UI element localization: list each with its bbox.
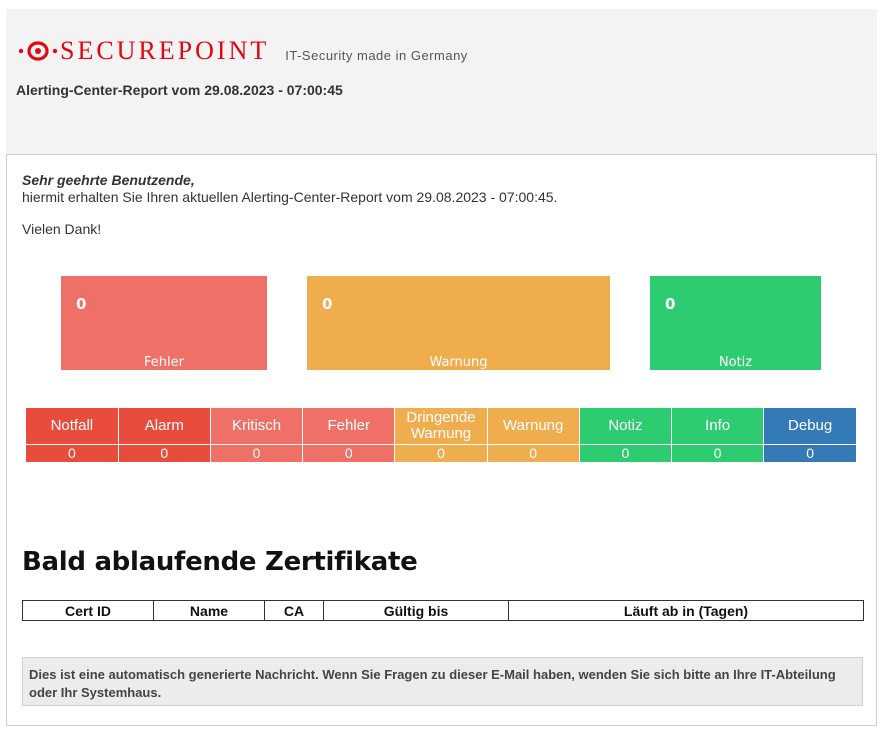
severity-value-dringende-warnung: 0: [395, 444, 487, 462]
tile-value: 0: [322, 295, 333, 313]
severity-value-alarm: 0: [118, 444, 210, 462]
severity-header-row: [26, 408, 856, 444]
severity-label-notfall: Notfall: [26, 408, 118, 444]
report-header: [6, 9, 877, 155]
severity-value-fehler: 0: [303, 444, 395, 462]
brand-tagline: IT-Security made in Germany: [285, 47, 468, 63]
tile-label: Notiz: [718, 355, 753, 370]
column-name: Name: [154, 601, 265, 621]
salutation: Sehr geehrte Benutzende,: [22, 172, 195, 188]
severity-value-kritisch: 0: [210, 444, 302, 462]
column-valid-until: Gültig bis: [324, 601, 509, 621]
tile-label: Fehler: [144, 355, 184, 370]
tile-value: 0: [665, 295, 676, 313]
severity-values-row: [26, 444, 856, 462]
column-ca: CA: [265, 601, 324, 621]
thanks-text: Vielen Dank!: [22, 221, 102, 237]
certificates-heading: Bald ablaufende Zertifikate: [22, 547, 418, 577]
report-title: Alerting-Center-Report vom 29.08.2023 - 07:00:45: [16, 82, 343, 98]
severity-label-fehler: Fehler: [303, 408, 395, 444]
certificates-header-row: [23, 601, 864, 621]
severity-value-info: 0: [672, 444, 764, 462]
logo-mark-icon: [18, 39, 58, 63]
securepoint-logo: [18, 36, 468, 66]
severity-table: [26, 408, 856, 462]
summary-tile-warnung: [307, 276, 610, 370]
severity-value-warnung: 0: [487, 444, 579, 462]
severity-value-debug: 0: [764, 444, 856, 462]
severity-label-notiz: Notiz: [579, 408, 671, 444]
severity-label-kritisch: Kritisch: [210, 408, 302, 444]
severity-label-dringende-warnung: Dringende Warnung: [395, 408, 487, 444]
severity-label-alarm: Alarm: [118, 408, 210, 444]
column-expires-in-days: Läuft ab in (Tagen): [509, 601, 864, 621]
tile-value: 0: [76, 295, 87, 313]
severity-label-info: Info: [672, 408, 764, 444]
intro-message: hiermit erhalten Sie Ihren aktuellen Alerting-Center-Report vom 29.08.2023 - 07:00:45.: [22, 189, 558, 205]
summary-tile-notiz: [650, 276, 821, 370]
severity-label-warnung: Warnung: [487, 408, 579, 444]
severity-value-notfall: 0: [26, 444, 118, 462]
footer-note: Dies ist eine automatisch generierte Nachricht. Wenn Sie Fragen zu dieser E-Mail haben, wenden Sie sich bitte an Ihre IT-Abteilung oder Ihr Systemhaus.: [22, 657, 863, 706]
severity-label-debug: Debug: [764, 408, 856, 444]
column-cert-id: Cert ID: [23, 601, 154, 621]
tile-label: Warnung: [429, 355, 488, 370]
brand-name: SECUREPOINT: [60, 36, 270, 65]
severity-value-notiz: 0: [579, 444, 671, 462]
summary-tile-fehler: [61, 276, 267, 370]
greeting: [22, 172, 557, 206]
certificates-table: [22, 600, 864, 621]
report-body: [6, 154, 877, 726]
